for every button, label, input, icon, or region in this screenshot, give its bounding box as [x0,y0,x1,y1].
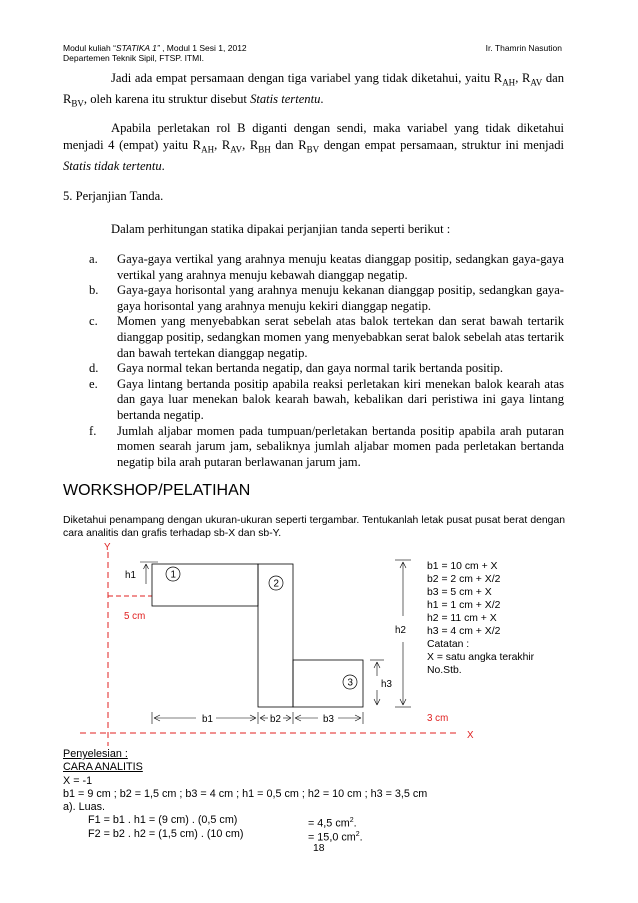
workshop-title: WORKSHOP/PELATIHAN [63,482,251,499]
list-item: c. Momen yang menyebabkan serat sebelah atas balok tertekan dan serat bawah tertarik dianggap positip, sedangkan momen yang menyebabkan serat balok sebelah atas tertarik dan bawah tertekan dianggap negatip. [89,314,564,360]
b2-label: b2 [270,714,281,725]
offset-3cm-label: 3 cm [427,713,449,724]
given-h1: h1 = 1 cm + X/2 [427,600,501,611]
solution-method: CARA ANALITIS [63,761,143,774]
sign-convention-list [89,252,564,470]
list-item: b. Gaya-gaya horisontal yang arahnya menuju kekanan dianggap positip, sedangkan gaya-gaya horisontal yang arahnya menuju kekiri dianggap negatip. [89,283,564,313]
y-axis-label: Y [104,542,111,553]
given-b3: b3 = 5 cm + X [427,587,492,598]
given-h2: h2 = 11 cm + X [427,613,497,624]
page-number: 18 [313,843,325,854]
solution-title: Penyelesian : [63,748,128,760]
part-2-number: 2 [273,578,279,590]
list-item: d. Gaya normal tekan bertanda negatip, dan gaya normal tarik bertanda positip. [89,361,504,376]
b3-label: b3 [323,714,334,725]
solution-x-value: X = -1 [63,774,93,787]
given-h3: h3 = 4 cm + X/2 [427,626,501,637]
header-left [63,43,247,63]
solution-step-area: a). Luas. [63,801,106,814]
h3-label: h3 [381,679,392,690]
formula-f1: F1 = b1 . h1 = (9 cm) . (0,5 cm) = 4,5 $cm^2$. [88,814,357,831]
workshop-question: Diketahui penampang dengan ukuran-ukuran seperti tergambar. Tentukanlah letak pusat pusat berat dengan cara analitis dan grafis terhadap sb-X dan sb-Y. [63,515,565,539]
formula-f2: F2 = b2 . h2 = (1,5 cm) . (10 cm) = 15,0 $cm^2$. [88,827,363,844]
section-title-sign-convention: 5. Perjanjian Tanda. [63,189,164,203]
given-b2: b2 = 2 cm + X/2 [427,574,501,585]
offset-5cm-label: 5 cm [124,611,146,622]
cross-section-diagram [0,538,638,750]
paragraph-support-change: Apabila perletakan rol B diganti dengan sendi, maka variabel yang tidak diketahui menjadi 4 (empat) yaitu $R_{AH}$, $R_{AV}$, $R_{BH}$ dan $R_{BV}$ dengan empat persamaan, struktur ini menjadi Statis tidak tertentu. [63,121,564,173]
x-axis-label: X [467,730,474,741]
section-intro: Dalam perhitungan statika dipakai perjanjian tanda seperti berikut : [111,222,451,236]
note-title: Catatan : [427,639,470,650]
note-text-2: No.Stb. [427,665,462,676]
list-item: f. Jumlah aljabar momen pada tumpuan/perletakan bertanda positip apabila arah putaran momen searah jarum jam, sebaliknya jumlah aljabar momen pada perletakan bertanda negatip bila arah putaran berlawanan jarum jam. [89,423,564,469]
list-item: a. Gaya-gaya vertikal yang arahnya menuju keatas dianggap positip, sedangkan gaya-gaya vertikal yang arahnya menuju kebawah dianggap negatip. [89,252,564,282]
part-1-rect [152,564,258,606]
note-text-1: X = satu angka terakhir [427,652,535,663]
header-course: Modul kuliah “STATIKA 1” , Modul 1 Sesi 1, 2012 [63,43,247,53]
list-item: e. Gaya lintang bertanda positip apabila reaksi perletakan kiri menekan balok kearah atas dan gaya luar menekan balok kearah bawah, kebalikan dari peristiwa ini gaya lintang bertanda negatip. [89,376,564,422]
given-b1: b1 = 10 cm + X [427,561,498,572]
h2-label: h2 [395,625,406,636]
part-1-number: 1 [170,569,176,581]
header-department: Departemen Teknik Sipil, FTSP. ITMI. [63,53,204,63]
b1-label: b1 [202,714,213,725]
paragraph-equations: Jadi ada empat persamaan dengan tiga variabel yang tidak diketahui, yaitu $R_{AH}$, $R_{AV}$ dan $R_{BV}$, oleh karena itu struktur disebut Statis tertentu. [63,71,564,109]
h1-label: h1 [125,570,136,581]
part-3-number: 3 [347,677,353,689]
solution-block [63,748,583,844]
header-author: Ir. Thamrin Nasution [485,43,562,53]
solution-dimensions: b1 = 9 cm ; b2 = 1,5 cm ; b3 = 4 cm ; h1 = 0,5 cm ; h2 = 10 cm ; h3 = 3,5 cm [63,787,428,800]
given-values [427,560,534,677]
